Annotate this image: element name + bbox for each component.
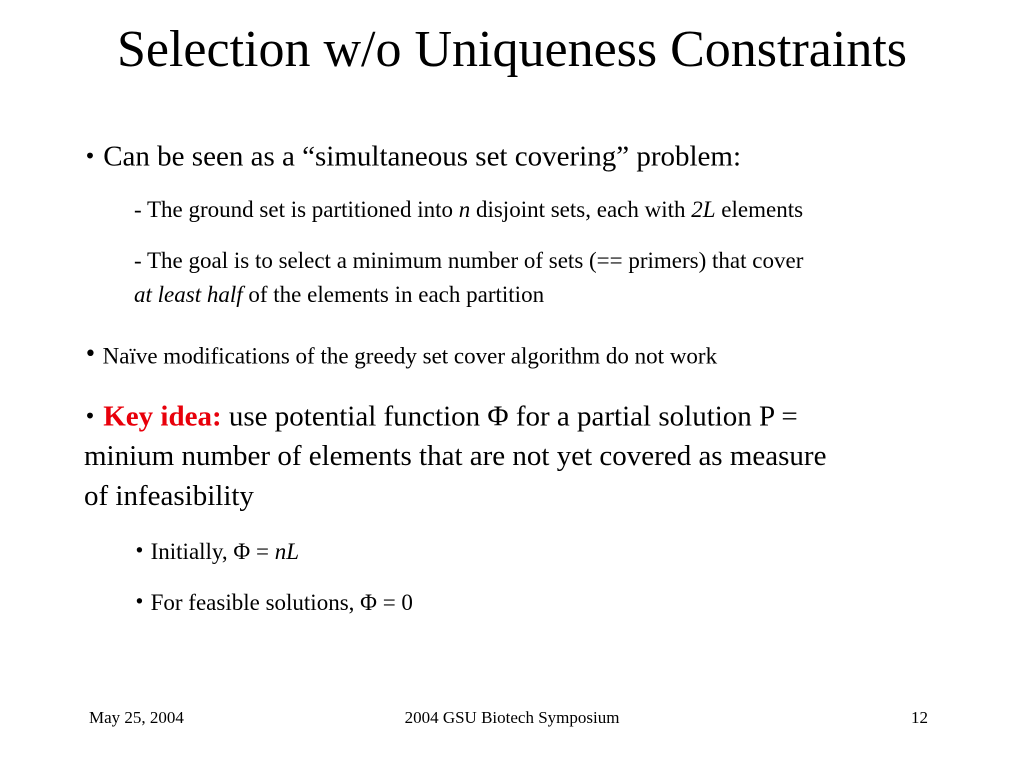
bullet-dot-icon: •	[84, 404, 96, 428]
sub-bullet-feasible	[134, 586, 413, 620]
bullet-naive-modifications	[84, 338, 717, 374]
bullet-dot-icon: •	[84, 144, 96, 168]
text-segment: Initially, Φ =	[150, 539, 275, 565]
italic-nl: nL	[274, 539, 300, 565]
italic-2l: 2L	[691, 197, 716, 222]
bullet-dot-icon: •	[134, 541, 145, 562]
text-segment: of the elements in each partition	[242, 282, 545, 307]
bullet-key-idea-line1	[84, 396, 798, 436]
text-segment: minium number of elements that are not yet covered as measure	[84, 440, 827, 472]
italic-at-least-half: at least half	[134, 282, 243, 307]
footer-date: May 25, 2004	[89, 708, 184, 727]
bullet-key-idea-line2	[84, 436, 826, 476]
bullet-text: Naïve modifications of the greedy set cover algorithm do not work	[102, 343, 718, 369]
text-segment: elements	[715, 197, 804, 222]
bullet-text: use potential function Φ for a partial solution P =	[221, 400, 798, 433]
sub-bullet-goal-line2	[134, 278, 544, 312]
text-segment: - The goal is to select a minimum number of sets (== primers) that cover	[134, 248, 804, 273]
key-idea-label: Key idea:	[103, 400, 222, 433]
sub-bullet-goal-line1	[134, 244, 803, 278]
bullet-dot-icon: •	[84, 342, 97, 367]
text-segment: - The ground set is partitioned into	[134, 197, 459, 222]
bullet-simultaneous-set-cover	[84, 136, 741, 176]
text-segment: For feasible solutions, Φ = 0	[150, 590, 413, 616]
text-segment: of infeasibility	[84, 480, 254, 512]
slide-title: Selection w/o Uniqueness Constraints	[116, 21, 908, 78]
bullet-text: Can be seen as a “simultaneous set covering” problem:	[103, 140, 742, 173]
sub-bullet-initially	[134, 535, 299, 569]
footer-page-number: 12	[911, 708, 928, 727]
italic-n: n	[458, 197, 471, 222]
footer-event: 2004 GSU Biotech Symposium	[404, 708, 620, 727]
bullet-key-idea-line3	[84, 476, 254, 516]
text-segment: disjoint sets, each with	[470, 197, 692, 222]
bullet-dot-icon: •	[134, 592, 145, 613]
sub-bullet-ground-set	[134, 193, 803, 227]
